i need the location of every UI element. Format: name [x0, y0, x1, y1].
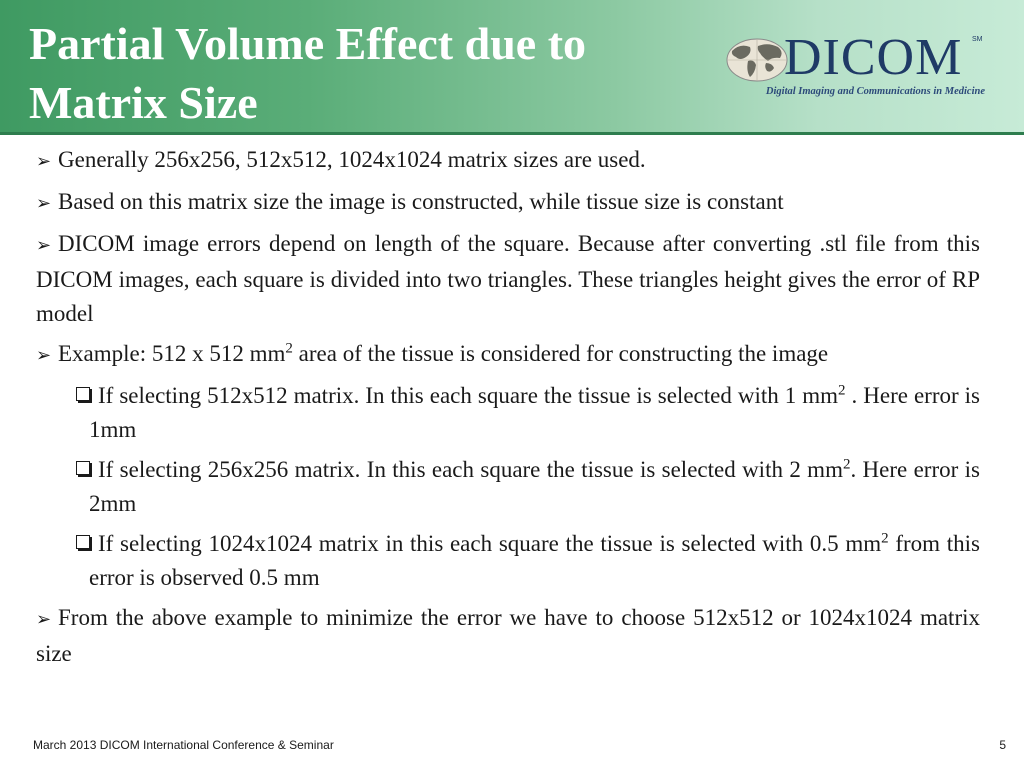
arrow-bullet-icon: ➢ [36, 235, 52, 256]
sub-bullet-item [76, 453, 980, 521]
checkbox-bullet-icon [76, 387, 90, 401]
superscript: 2 [285, 340, 293, 357]
bullet-item [36, 227, 980, 331]
sub-bullet-text: from this error is observed 0.5 mm [89, 531, 980, 590]
sub-bullet-item [76, 527, 980, 595]
sub-bullet-item [76, 379, 980, 447]
bullet-item [36, 337, 980, 373]
logo-wordmark: DICOM [784, 29, 963, 86]
arrow-bullet-icon: ➢ [36, 609, 52, 630]
superscript: 2 [838, 382, 846, 399]
bullet-text: Based on this matrix size the image is constructed, while tissue size is constant [58, 189, 784, 214]
globe-icon [726, 37, 788, 83]
bullet-item [36, 185, 980, 221]
footer-text: March 2013 DICOM International Conference & Seminar [33, 738, 334, 752]
bullet-item [36, 601, 980, 671]
bullet-text: area of the tissue is considered for constructing the image [292, 341, 829, 366]
title-divider [0, 132, 1024, 135]
bullet-text: DICOM image errors depend on length of the square. Because after converting .stl file from this DICOM images, each square is divided into two triangles. These triangles height gives the error of RP model [36, 231, 980, 326]
slide-body [36, 143, 980, 677]
sub-bullet-text: If selecting 512x512 matrix. In this each square the tissue is selected with 1 mm [98, 383, 839, 408]
sub-bullet-text: . Here error is 1mm [89, 383, 980, 442]
page-number: 5 [999, 738, 1006, 752]
bullet-text: Generally 256x256, 512x512, 1024x1024 matrix sizes are used. [58, 147, 646, 172]
slide-title [29, 14, 709, 132]
checkbox-bullet-icon [76, 461, 90, 475]
sub-bullet-text: If selecting 1024x1024 matrix in this each square the tissue is selected with 0.5 mm [98, 531, 882, 556]
checkbox-bullet-icon [76, 535, 90, 549]
bullet-item [36, 143, 980, 179]
superscript: 2 [842, 456, 851, 473]
bullet-text: From the above example to minimize the error we have to choose 512x512 or 1024x1024 matrix size [36, 605, 980, 666]
logo-trademark: SM [972, 36, 983, 43]
dicom-logo [724, 28, 986, 104]
slide-title-line-1: Partial Volume Effect due to [29, 18, 587, 69]
slide-title-line-2: Matrix Size [29, 77, 258, 128]
arrow-bullet-icon: ➢ [36, 193, 52, 214]
sub-bullet-text: If selecting 256x256 matrix. In this each square the tissue is selected with 2 mm [98, 457, 843, 482]
superscript: 2 [881, 530, 889, 547]
arrow-bullet-icon: ➢ [36, 151, 52, 172]
arrow-bullet-icon: ➢ [36, 345, 52, 366]
sub-bullet-text: . Here error is 2mm [89, 457, 980, 516]
bullet-text: Example: 512 x 512 mm [58, 341, 286, 366]
logo-tagline: Digital Imaging and Communications in Medicine [765, 86, 985, 97]
